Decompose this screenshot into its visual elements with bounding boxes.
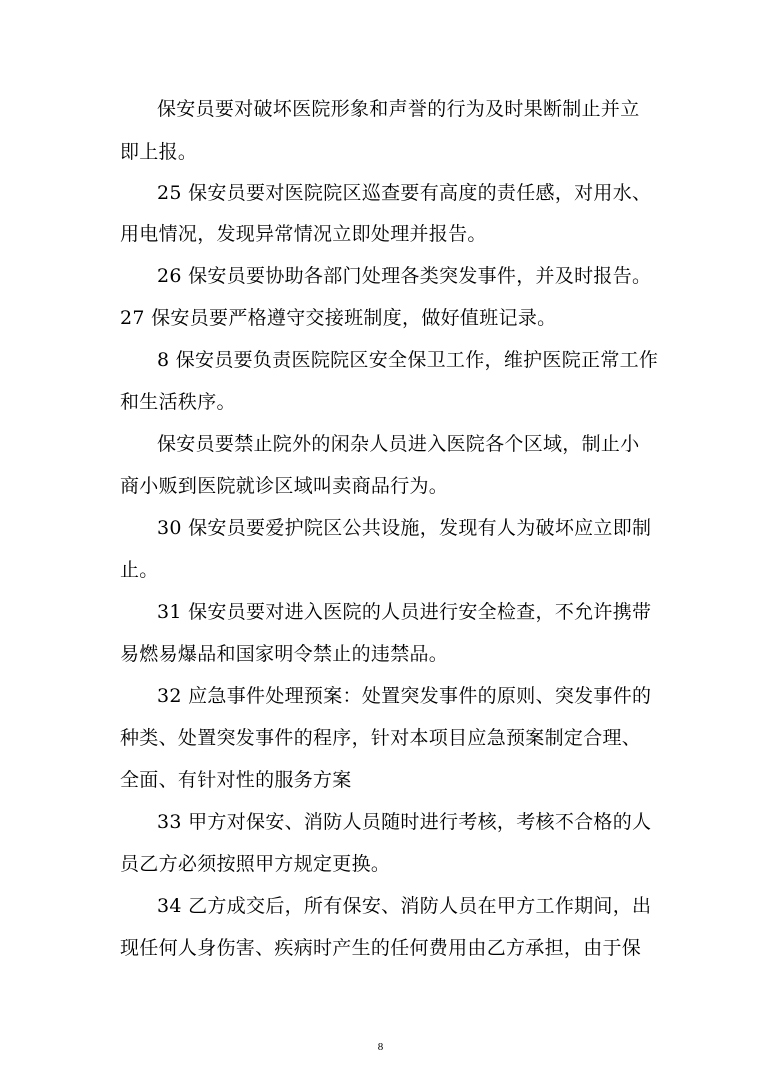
paragraph-line: 全面、有针对性的服务方案 xyxy=(120,769,352,791)
paragraph-line: 33 甲方对保安、消防人员随时进行考核，考核不合格的人 xyxy=(157,811,652,833)
paragraph-line: 32 应急事件处理预案：处置突发事件的原则、突发事件的 xyxy=(157,685,652,707)
paragraph-line: 保安员要禁止院外的闲杂人员进入医院各个区域，制止小 xyxy=(157,433,640,455)
paragraph-line: 27 保安员要严格遵守交接班制度，做好值班记录。 xyxy=(120,307,557,329)
paragraph-line: 用电情况，发现异常情况立即处理并报告。 xyxy=(120,223,487,245)
page-number: 8 xyxy=(377,1041,384,1053)
paragraph-line: 8 保安员要负责医院院区安全保卫工作，维护医院正常工作 xyxy=(157,349,659,371)
paragraph-line: 即上报。 xyxy=(120,141,198,163)
paragraph-line: 34 乙方成交后，所有保安、消防人员在甲方工作期间，出 xyxy=(157,895,652,917)
paragraph-line: 保安员要对破坏医院形象和声誉的行为及时果断制止并立 xyxy=(157,98,640,120)
paragraph-line: 易燃易爆品和国家明令禁止的违禁品。 xyxy=(120,643,449,665)
paragraph-line: 26 保安员要协助各部门处理各类突发事件，并及时报告。 xyxy=(157,265,652,287)
paragraph-line: 现任何人身伤害、疾病时产生的任何费用由乙方承担，由于保 xyxy=(120,937,642,959)
paragraph-line: 员乙方必须按照甲方规定更换。 xyxy=(120,853,391,875)
paragraph-line: 和生活秩序。 xyxy=(120,391,236,413)
paragraph-line: 25 保安员要对医院院区巡查要有高度的责任感，对用水、 xyxy=(157,182,652,204)
paragraph-line: 31 保安员要对进入医院的人员进行安全检查，不允许携带 xyxy=(157,601,652,623)
paragraph-line: 商小贩到医院就诊区域叫卖商品行为。 xyxy=(120,475,449,497)
paragraph-line: 种类、处置突发事件的程序，针对本项目应急预案制定合理、 xyxy=(120,727,642,749)
paragraph-line: 止。 xyxy=(120,559,159,581)
paragraph-line: 30 保安员要爱护院区公共设施，发现有人为破坏应立即制 xyxy=(157,517,652,539)
